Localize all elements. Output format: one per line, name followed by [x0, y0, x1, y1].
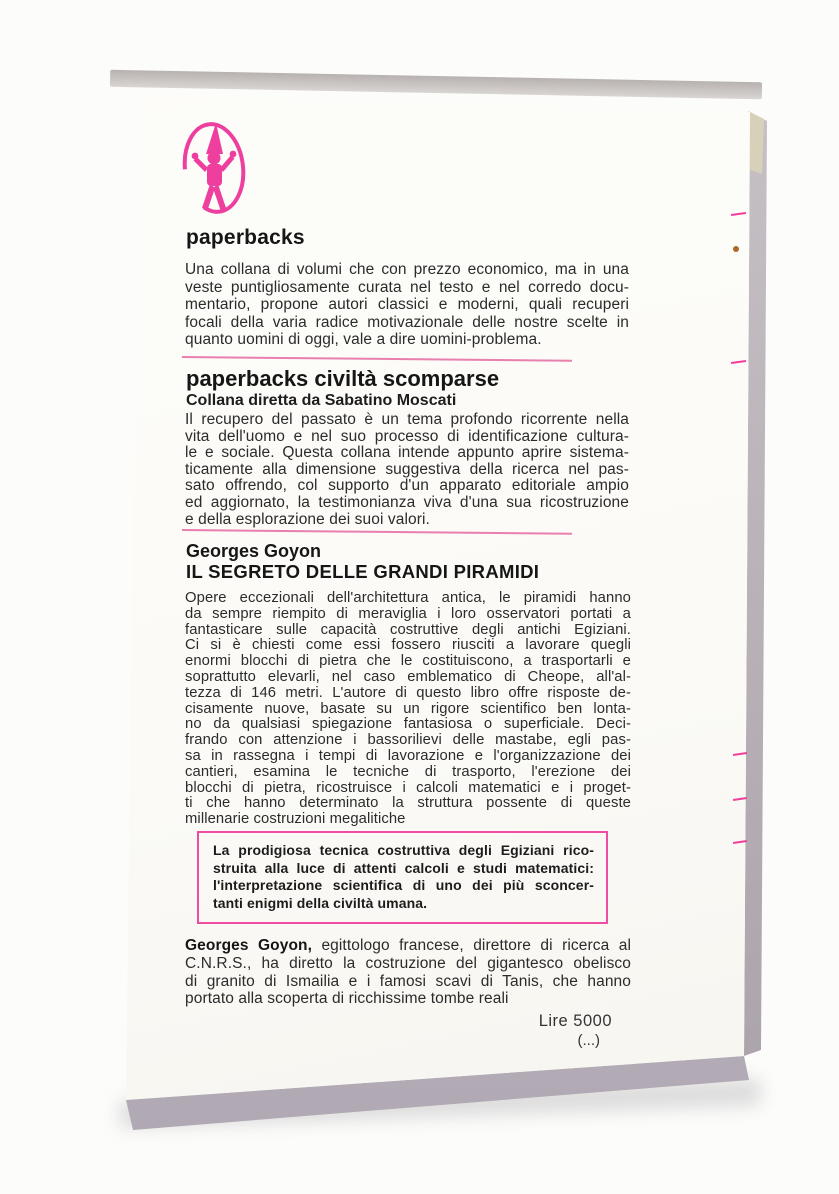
text-line: ticamente alla dimensione suggestiva della ricerca nel pas- [185, 460, 629, 478]
book-title: IL SEGRETO DELLE GRANDI PIRAMIDI [186, 561, 540, 582]
author-bio-lead: Georges Goyon, [185, 937, 313, 954]
text-line: ti che hanno determinato la struttura possente di queste [185, 795, 631, 812]
text-line: le e sociale. Questa collana intende appunto aprire sistema- [185, 444, 629, 462]
collection-director: Collana diretta da Sabatino Moscati [186, 392, 457, 409]
text-line: focali della varia radice motivazionale delle nostre scelte in [185, 313, 629, 331]
text-line: millenarie costruzioni megalitiche [185, 811, 406, 828]
text-line: tezza di 146 metri. L'autore di questo libro offre risposte de- [185, 684, 631, 701]
jester-figure-icon [176, 118, 252, 218]
text-line: Una collana di volumi che con prezzo economico, ma in una [185, 261, 629, 278]
text-line: portato alla scoperta di ricchissime tombe reali [185, 990, 509, 1008]
series-heading: paperbacks [186, 226, 305, 249]
price-block [400, 1012, 612, 1049]
author-bio [185, 937, 631, 1008]
text-line: l'interpretazione scientifica di uno dei più sconcer- [213, 877, 594, 894]
price-label: Lire 5000 [538, 1012, 612, 1030]
price-note: (...) [577, 1032, 600, 1049]
text-line: struita alla luce di attenti calcoli e studi matematici: [213, 859, 594, 876]
text-line: soprattutto elevarli, nel caso emblematico di Cheope, all'al- [185, 668, 631, 685]
text-line: fantasticare sulle capacità costruttive degli antichi Egiziani. [185, 621, 631, 638]
text-line: quanto uomini di oggi, vale a dire uomini-problema. [185, 331, 542, 349]
text-line: e della esplorazione dei suoi valori. [185, 510, 430, 528]
text-line: sato offrendo, col supporto d'un apparato editoriale ampio [185, 477, 629, 495]
text-line: cisamente nuove, basate su un rigore scientifico ben lonta- [185, 700, 631, 717]
text-line: C.N.R.S., ha diretto la costruzione del gigantesco obelisco [185, 954, 631, 972]
text-line: di granito di Ismailia e i famosi scavi di Tanis, che hanno [185, 972, 631, 990]
text-line: La prodigiosa tecnica costruttiva degli Egiziani rico- [213, 842, 594, 858]
publisher-jester-logo-icon [176, 118, 252, 218]
text-line: enormi blocchi di pietra che le costituiscono, a trasportarli e [185, 653, 631, 670]
text-line: no da qualsiasi spiegazione fantasiosa o superficiale. Deci- [185, 716, 631, 733]
book-author: Georges Goyon [186, 541, 322, 561]
text-line: cantieri, esamina le tecniche di trasporto, l'erezione dei [185, 763, 631, 780]
book-top-page-edge [110, 70, 762, 100]
text-line: vita dell'uomo e nel suo processo di identificazione cultura- [185, 427, 629, 445]
text-line: mentario, propone autori classici e moderni, quali recuperi [185, 296, 629, 314]
text-line: blocchi di pietra, ricostruisce i calcoli matematici e i proget- [185, 779, 631, 796]
text-line: ed aggiornato, la testimonianza viva d'una sua ricostruzione [185, 493, 629, 511]
author-bio-first-line: Georges Goyon, egittologo francese, direttore di ricerca al [185, 937, 631, 954]
highlight-blurb-box [197, 831, 608, 924]
text-line: veste puntigliosamente curata nel testo e nel corredo docu- [185, 278, 629, 296]
text-line: Il recupero del passato è un tema profondo ricorrente nella [185, 411, 629, 428]
text-line: Opere eccezionali dell'architettura antica, le piramidi hanno [185, 590, 631, 606]
author-bio-rest [185, 955, 631, 1008]
collection-heading: paperbacks civiltà scomparse [186, 366, 500, 391]
collection-description [185, 412, 629, 528]
text-line: frando con attenzione i bassorilievi delle mastabe, egli pas- [185, 732, 631, 749]
text-line: sa in rassegna i tempi di lavorazione e l'organizzazione dei [185, 747, 631, 764]
book-synopsis [185, 591, 631, 828]
text-line: Ci si è chiesti come essi fossero riusciti a lavorare quegli [185, 637, 631, 654]
series-description [185, 261, 629, 349]
ink-speck [733, 246, 739, 252]
text-line: da sempre riempito di meraviglia i loro osservatori portati a [185, 605, 631, 622]
text-line: tanti enigmi della civiltà umana. [213, 894, 428, 911]
